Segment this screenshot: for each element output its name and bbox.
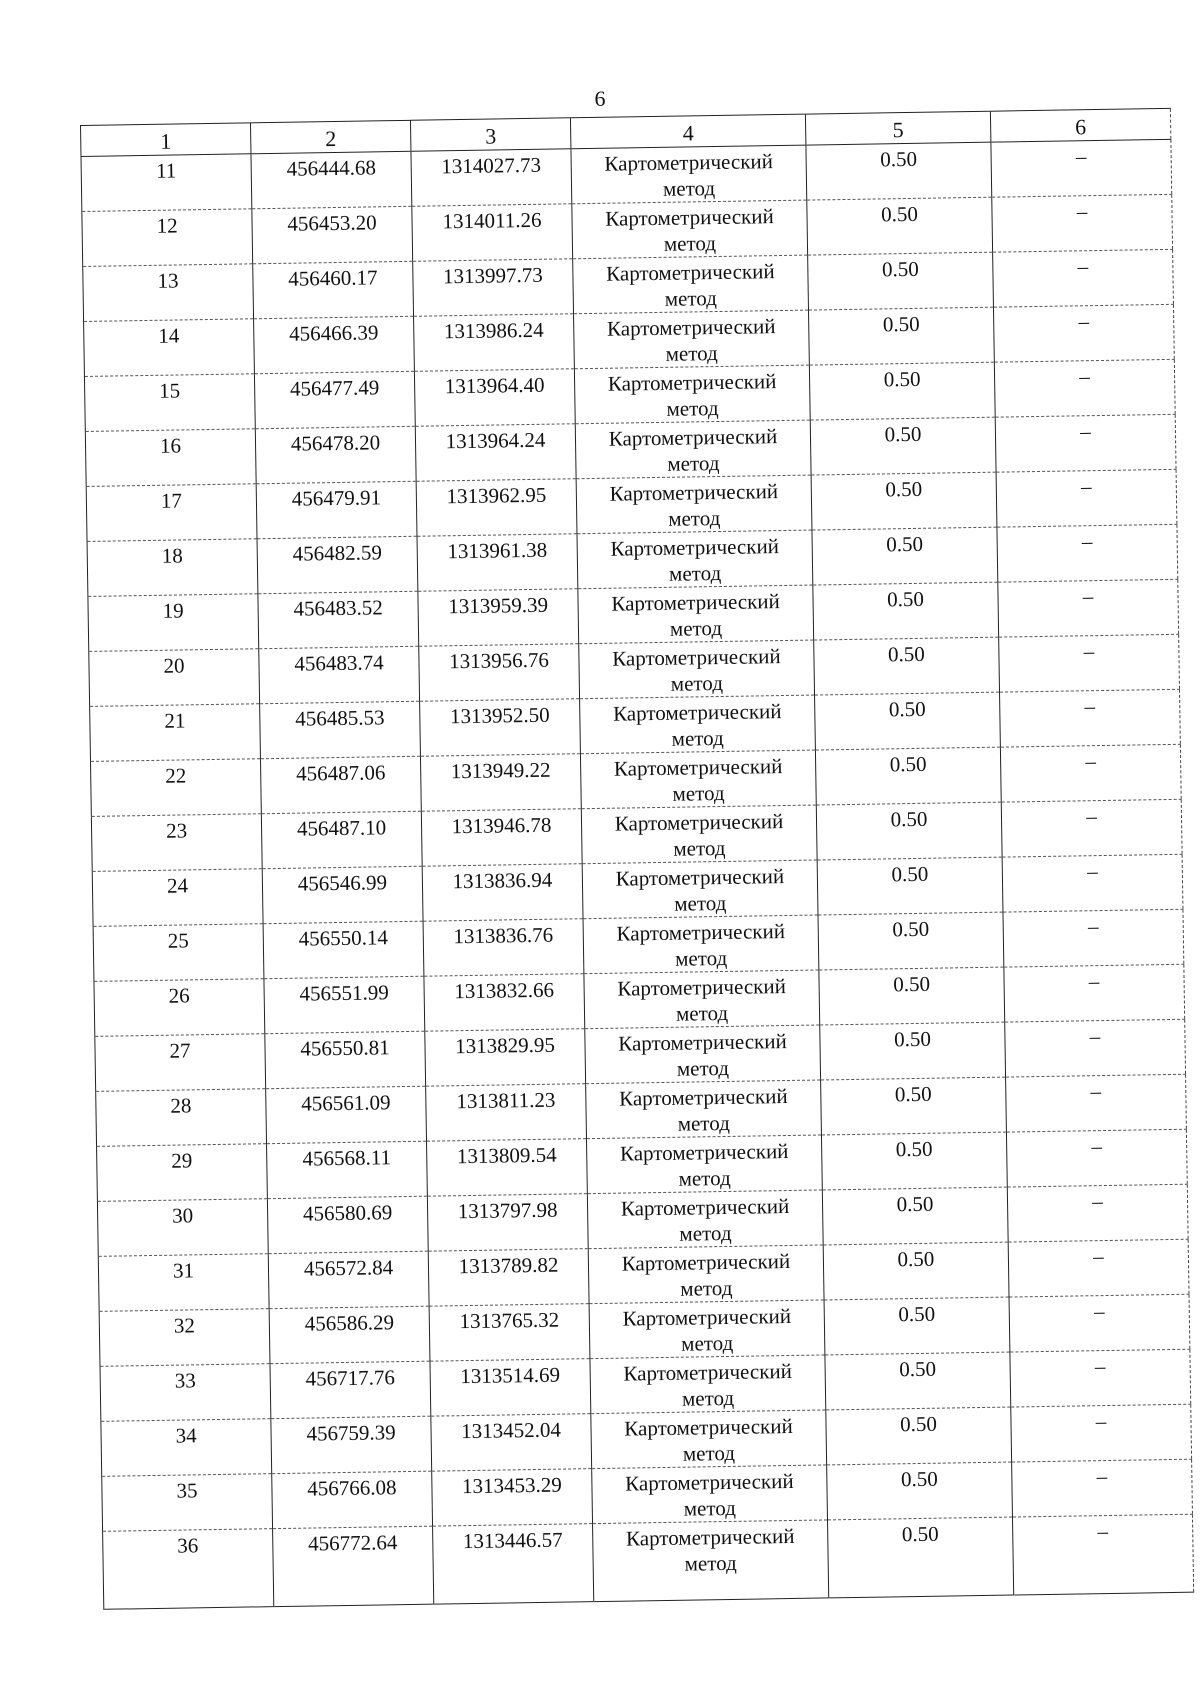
method-line-2: метод [682, 1440, 736, 1466]
determination-method [574, 365, 810, 424]
determination-method [591, 1410, 827, 1469]
description-value: – [993, 304, 1174, 362]
determination-method [583, 915, 819, 974]
description-value: – [1012, 1459, 1193, 1517]
description-value: – [1008, 1239, 1189, 1297]
method-line-2: метод [669, 615, 723, 641]
method-line-1: Картометрический [605, 204, 774, 231]
point-number: 26 [94, 979, 265, 1037]
description-value: – [994, 359, 1175, 417]
point-number: 25 [93, 924, 264, 982]
precision-value: 0.50 [824, 1297, 1010, 1355]
description-value: – [1000, 744, 1181, 802]
description-value: – [1003, 909, 1184, 967]
column-number: 4 [570, 114, 805, 149]
description-value: – [1006, 1129, 1187, 1187]
precision-value: 0.50 [821, 1132, 1007, 1190]
precision-value: 0.50 [817, 857, 1003, 915]
point-number: 18 [87, 539, 258, 597]
precision-value: 0.50 [815, 692, 1001, 750]
method-line-2: метод [676, 1055, 730, 1081]
description-value: – [999, 634, 1180, 692]
description-value: – [1004, 964, 1185, 1022]
coordinate-x: 456485.53 [260, 701, 421, 759]
method-line-1: Картометрический [620, 1193, 790, 1221]
method-line-2: метод [677, 1110, 730, 1136]
determination-method [577, 530, 813, 589]
precision-value: 0.50 [813, 582, 999, 640]
determination-method [584, 970, 820, 1029]
coordinate-x: 456568.11 [267, 1141, 428, 1199]
method-line-2: метод [663, 231, 717, 256]
point-number: 30 [97, 1199, 268, 1257]
column-number: 6 [990, 108, 1170, 142]
coordinate-y: 1313956.76 [419, 644, 580, 702]
description-value: – [1001, 799, 1182, 857]
description-value: – [1002, 854, 1183, 912]
method-line-2: метод [684, 1550, 737, 1576]
coordinate-x: 456487.10 [261, 811, 422, 869]
coordinate-y: 1313946.78 [421, 809, 582, 867]
determination-method [586, 1080, 822, 1139]
description-value: – [1010, 1349, 1191, 1407]
determination-method [589, 1300, 825, 1359]
precision-value: 0.50 [827, 1462, 1013, 1520]
coordinate-y: 1313811.23 [426, 1084, 587, 1142]
method-line-1: Картометрический [622, 1303, 792, 1331]
method-line-2: метод [670, 670, 724, 696]
precision-value: 0.50 [822, 1187, 1008, 1245]
coordinate-x: 456717.76 [270, 1361, 431, 1419]
table-body [81, 139, 1194, 1609]
coordinate-y: 1313836.76 [423, 919, 584, 977]
method-line-1: Картометрический [608, 424, 778, 451]
method-line-1: Картометрический [624, 1468, 794, 1496]
precision-value: 0.50 [812, 527, 998, 585]
coordinate-y: 1313964.24 [415, 424, 576, 482]
coordinate-x: 456460.17 [253, 261, 414, 319]
method-line-2: метод [680, 1330, 734, 1356]
coordinate-y: 1313959.39 [418, 589, 579, 647]
precision-value: 0.50 [806, 142, 992, 200]
coordinate-y: 1313829.95 [425, 1029, 586, 1087]
coordinate-y: 1314027.73 [411, 149, 572, 207]
coordinate-x: 456572.84 [268, 1251, 429, 1309]
point-number: 20 [89, 649, 260, 707]
method-line-2: метод [662, 176, 716, 201]
method-line-1: Картометрический [612, 699, 782, 726]
coordinate-y: 1313765.32 [429, 1304, 590, 1362]
description-value: – [1005, 1019, 1186, 1077]
method-line-2: метод [679, 1220, 732, 1246]
coordinate-y: 1314011.26 [412, 204, 573, 262]
coordinate-x: 456550.14 [263, 921, 424, 979]
method-line-1: Картометрический [609, 479, 779, 506]
method-line-2: метод [668, 560, 722, 586]
determination-method [571, 145, 807, 204]
point-number: 13 [83, 264, 254, 322]
method-line-1: Картометрический [624, 1413, 793, 1441]
method-line-2: метод [668, 505, 721, 531]
coordinate-y: 1313514.69 [430, 1359, 591, 1417]
coordinates-table-container [80, 108, 1193, 1610]
coordinate-x: 456487.06 [260, 756, 421, 814]
coordinate-y: 1313949.22 [420, 754, 581, 812]
description-value: – [1007, 1184, 1188, 1242]
determination-method [593, 1520, 829, 1602]
method-line-1: Картометрический [623, 1358, 793, 1386]
method-line-1: Картометрический [606, 314, 776, 341]
coordinate-x: 456479.91 [256, 481, 417, 539]
coordinate-x: 456444.68 [251, 151, 412, 209]
method-line-2: метод [681, 1385, 735, 1411]
method-line-2: метод [664, 286, 718, 311]
coordinate-y: 1313453.29 [432, 1469, 593, 1527]
coordinate-y: 1313836.94 [422, 864, 583, 922]
method-line-1: Картометрический [618, 1029, 787, 1056]
precision-value: 0.50 [814, 637, 1000, 695]
coordinate-x: 456580.69 [267, 1196, 428, 1254]
point-number: 33 [100, 1364, 271, 1422]
coordinate-x: 456466.39 [254, 316, 415, 374]
column-number: 5 [805, 111, 990, 145]
point-number: 22 [90, 759, 261, 817]
determination-method [581, 805, 817, 864]
determination-method [587, 1190, 823, 1249]
point-number: 16 [85, 429, 256, 487]
coordinate-y: 1313962.95 [416, 479, 577, 537]
description-value: – [1000, 689, 1181, 747]
determination-method [578, 585, 814, 644]
method-line-2: метод [672, 780, 725, 806]
coordinate-x: 456772.64 [273, 1526, 434, 1607]
determination-method [580, 695, 816, 754]
method-line-2: метод [666, 396, 719, 421]
precision-value: 0.50 [821, 1077, 1007, 1135]
coordinate-x: 456453.20 [252, 206, 413, 264]
precision-value: 0.50 [811, 472, 997, 530]
coordinate-x: 456482.59 [257, 536, 418, 594]
coordinate-x: 456766.08 [272, 1471, 433, 1529]
method-line-2: метод [683, 1495, 737, 1521]
coordinate-y: 1313452.04 [431, 1414, 592, 1472]
description-value: – [1006, 1074, 1187, 1132]
point-number: 14 [84, 319, 255, 377]
coordinate-x: 456477.49 [254, 371, 415, 429]
precision-value: 0.50 [809, 362, 995, 420]
method-line-2: метод [674, 890, 727, 916]
description-value: – [1011, 1404, 1192, 1462]
determination-method [582, 860, 818, 919]
point-number: 12 [82, 209, 253, 267]
method-line-2: метод [674, 945, 728, 971]
method-line-1: Картометрический [625, 1523, 795, 1551]
coordinate-y: 1313964.40 [414, 369, 575, 427]
coordinate-y: 1313997.73 [413, 259, 574, 317]
coordinate-x: 456483.74 [259, 646, 420, 704]
coordinate-y: 1313986.24 [414, 314, 575, 372]
coordinate-y: 1313809.54 [427, 1139, 588, 1197]
coordinate-x: 456759.39 [271, 1416, 432, 1474]
point-number: 28 [96, 1089, 267, 1147]
method-line-1: Картометрический [612, 644, 781, 671]
point-number: 32 [99, 1309, 270, 1367]
point-number: 21 [90, 704, 261, 762]
column-number: 2 [250, 120, 410, 154]
determination-method [592, 1465, 828, 1524]
point-number: 11 [81, 154, 252, 212]
determination-method [579, 640, 815, 699]
method-line-2: метод [665, 341, 718, 366]
coordinate-y: 1313797.98 [427, 1194, 588, 1252]
precision-value: 0.50 [826, 1407, 1012, 1465]
determination-method [588, 1245, 824, 1304]
method-line-2: метод [671, 725, 724, 751]
column-number: 3 [410, 118, 570, 152]
description-value: – [1012, 1514, 1193, 1595]
precision-value: 0.50 [816, 802, 1002, 860]
coordinate-y: 1313952.50 [420, 699, 581, 757]
point-number: 34 [101, 1419, 272, 1477]
coordinate-x: 456546.99 [262, 866, 423, 924]
coordinate-y: 1313446.57 [433, 1524, 594, 1605]
coordinate-x: 456483.52 [258, 591, 419, 649]
precision-value: 0.50 [807, 197, 993, 255]
coordinate-x: 456551.99 [264, 976, 425, 1034]
table-row [103, 1514, 1194, 1609]
precision-value: 0.50 [808, 307, 994, 365]
point-number: 29 [97, 1144, 268, 1202]
determination-method [575, 420, 811, 479]
description-value: – [993, 249, 1174, 307]
point-number: 35 [102, 1474, 273, 1532]
method-line-1: Картометрический [619, 1139, 789, 1166]
precision-value: 0.50 [819, 967, 1005, 1025]
point-number: 27 [95, 1034, 266, 1092]
method-line-1: Картометрический [617, 974, 787, 1001]
precision-value: 0.50 [810, 417, 996, 475]
method-line-1: Картометрический [616, 919, 786, 946]
point-number: 23 [91, 814, 262, 872]
point-number: 31 [98, 1254, 269, 1312]
method-line-2: метод [675, 1000, 729, 1026]
column-number: 1 [81, 123, 251, 157]
precision-value: 0.50 [818, 912, 1004, 970]
coordinates-table [80, 108, 1194, 1610]
precision-value: 0.50 [820, 1022, 1006, 1080]
method-line-2: метод [667, 450, 720, 476]
point-number: 15 [84, 374, 255, 432]
method-line-1: Картометрический [610, 534, 780, 561]
point-number: 17 [86, 484, 257, 542]
precision-value: 0.50 [828, 1517, 1014, 1598]
method-line-1: Картометрический [621, 1248, 791, 1276]
determination-method [572, 200, 808, 259]
page-number: 6 [594, 86, 606, 111]
method-line-1: Картометрический [607, 369, 777, 396]
determination-method [585, 1025, 821, 1084]
method-line-1: Картометрический [618, 1084, 788, 1111]
determination-method [573, 255, 809, 314]
coordinate-y: 1313789.82 [428, 1249, 589, 1307]
coordinate-y: 1313832.66 [424, 974, 585, 1032]
method-line-2: метод [678, 1165, 731, 1191]
coordinate-x: 456550.81 [265, 1031, 426, 1089]
coordinate-x: 456561.09 [266, 1086, 427, 1144]
precision-value: 0.50 [815, 747, 1001, 805]
method-line-1: Картометрический [614, 809, 784, 836]
method-line-1: Картометрический [615, 864, 785, 891]
precision-value: 0.50 [808, 252, 994, 310]
description-value: – [992, 194, 1173, 252]
determination-method [574, 310, 810, 369]
method-line-2: метод [680, 1275, 733, 1301]
determination-method [586, 1135, 822, 1194]
method-line-1: Картометрический [613, 754, 783, 781]
method-line-1: Картометрический [605, 259, 775, 286]
precision-value: 0.50 [823, 1242, 1009, 1300]
description-value: – [997, 524, 1178, 582]
coordinate-x: 456478.20 [255, 426, 416, 484]
method-line-1: Картометрический [611, 589, 780, 616]
method-line-1: Картометрический [604, 149, 774, 176]
point-number: 24 [92, 869, 263, 927]
determination-method [576, 475, 812, 534]
precision-value: 0.50 [825, 1352, 1011, 1410]
description-value: – [1009, 1294, 1190, 1352]
point-number: 36 [103, 1529, 274, 1610]
determination-method [590, 1355, 826, 1414]
coordinate-y: 1313961.38 [417, 534, 578, 592]
description-value: – [996, 469, 1177, 527]
determination-method [580, 750, 816, 809]
point-number: 19 [88, 594, 259, 652]
description-value: – [995, 414, 1176, 472]
description-value: – [991, 139, 1172, 197]
coordinate-x: 456586.29 [269, 1306, 430, 1364]
method-line-2: метод [673, 835, 726, 861]
description-value: – [998, 579, 1179, 637]
